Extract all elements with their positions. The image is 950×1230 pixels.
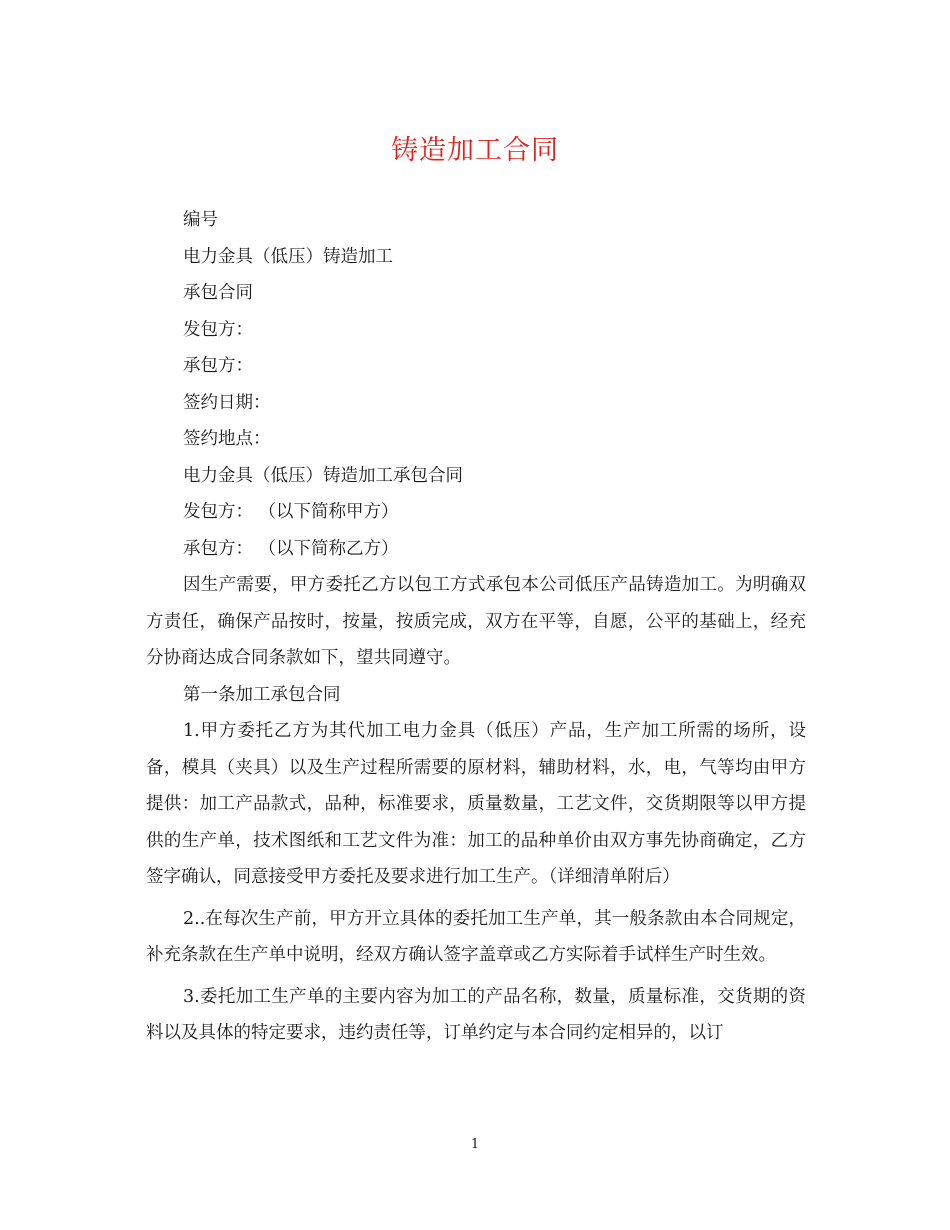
- clause-2: 2..在每次生产前，甲方开立具体的委托加工生产单，其一般条款由本合同规定，补充条款在生产单中说明，经双方确认签字盖章或乙方实际着手试样生产时生效。: [146, 908, 806, 965]
- contractor-label: 承包方：: [183, 356, 253, 376]
- clause-1: 1.甲方委托乙方为其代加工电力金具（低压）产品，生产加工所需的场所，设备，模具（夹具）以及生产过程所需要的原材料，辅助材料，水，电，气等均由甲方提供：加工产品款式，品种，标准要求，质量数量，工艺文件，交货期限等以甲方提供的生产单，技术图纸和工艺文件为准：加工的品种单价由双方事先协商确定，乙方签字确认，同意接受甲方委托及要求进行加工生产。（详细清单附后）: [146, 721, 806, 887]
- contract-full-name: 电力金具（低压）铸造加工承包合同: [183, 465, 463, 486]
- contract-subject-line: 电力金具（低压）铸造加工: [183, 246, 393, 267]
- contract-number-label: 编号: [183, 210, 218, 230]
- party-a-line: 发包方： （以下简称甲方）: [183, 502, 399, 522]
- section-heading: 第一条加工承包合同: [183, 684, 341, 705]
- signing-date-label: 签约日期：: [183, 392, 271, 413]
- clause-3: 3.委托加工生产单的主要内容为加工的产品名称，数量，质量标准，交货期的资料以及具体的特定要求，违约责任等，订单约定与本合同约定相异的，以订: [146, 986, 806, 1043]
- document-title: 铸造加工合同: [391, 135, 559, 166]
- signing-place-label: 签约地点：: [183, 429, 271, 449]
- contract-type-line: 承包合同: [183, 283, 253, 303]
- party-b-line: 承包方： （以下简称乙方）: [183, 538, 399, 559]
- page-number: 1: [470, 1137, 480, 1152]
- intro-paragraph: 因生产需要，甲方委托乙方以包工方式承包本公司低压产品铸造加工。为明确双方责任，确保产品按时，按量，按质完成，双方在平等，自愿，公平的基础上，经充分协商达成合同条款如下，望共同遵守。: [146, 575, 806, 668]
- document-body: [146, 202, 806, 1052]
- issuer-label: 发包方：: [183, 319, 253, 340]
